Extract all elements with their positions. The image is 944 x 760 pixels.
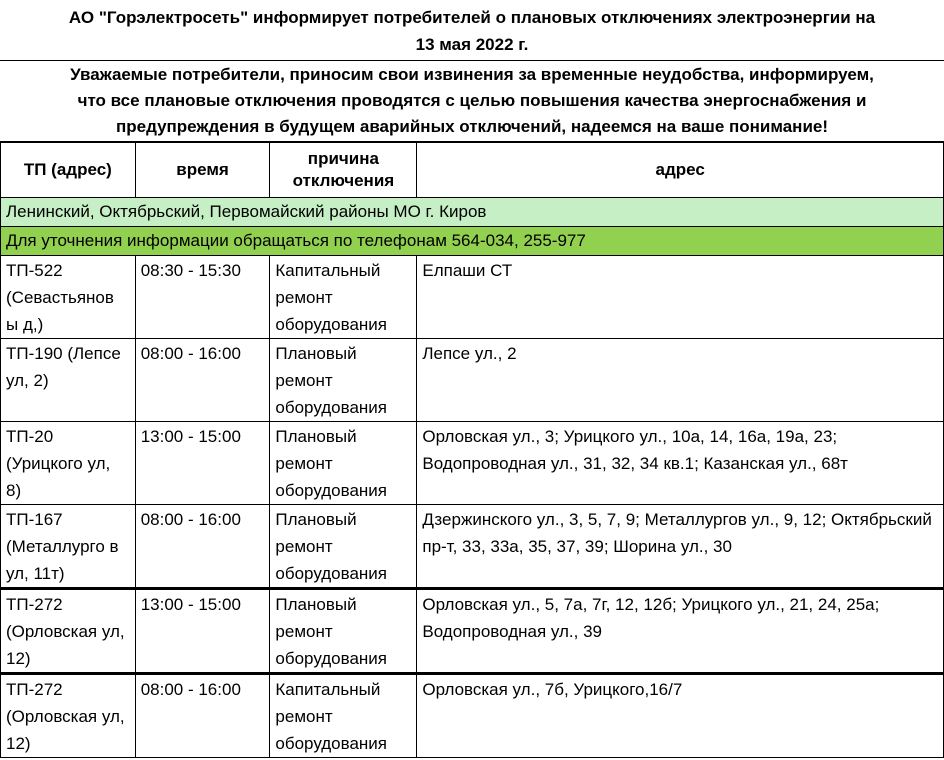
notice-line-2: что все плановые отключения проводятся с целью повышения качества энергоснабжения и (77, 91, 867, 110)
reason-cell: Плановый ремонт оборудования (270, 339, 417, 422)
tp-cell: ТП-167 (Металлурго в ул, 11т) (1, 505, 136, 589)
reason-cell: Плановый ремонт оборудования (270, 589, 417, 674)
time-cell: 13:00 - 15:00 (135, 589, 270, 674)
table-row (1, 256, 944, 339)
notice-line-1: Уважаемые потребители, приносим свои извинения за временные неудобства, информируем, (70, 65, 874, 84)
phone-info-row (1, 227, 944, 256)
phone-info-label: Для уточнения информации обращаться по телефонам 564-034, 255-977 (1, 227, 944, 256)
outage-table (0, 142, 944, 758)
district-row (1, 198, 944, 227)
address-cell: Орловская ул., 7б, Урицкого,16/7 (417, 674, 944, 758)
time-cell: 08:30 - 15:30 (135, 256, 270, 339)
district-label: Ленинский, Октябрьский, Первомайский районы МО г. Киров (1, 198, 944, 227)
apology-notice (0, 61, 944, 143)
time-cell: 08:00 - 16:00 (135, 674, 270, 758)
table-row (1, 674, 944, 758)
address-cell: Лепсе ул., 2 (417, 339, 944, 422)
notice-line-3: предупреждения в будущем аварийных отключений, надеемся на ваше понимание! (115, 117, 829, 136)
time-cell: 08:00 - 16:00 (135, 339, 270, 422)
table-row (1, 422, 944, 505)
column-header-reason: причина отключения (270, 143, 417, 198)
address-cell: Орловская ул., 3; Урицкого ул., 10а, 14, 16а, 19а, 23; Водопроводная ул., 31, 32, 34 кв.1; Казанская ул., 68т (417, 422, 944, 505)
time-cell: 08:00 - 16:00 (135, 505, 270, 589)
table-row (1, 589, 944, 674)
title-line-1: АО "Горэлектросеть" информирует потребителей о плановых отключениях электроэнергии на (68, 8, 876, 27)
address-cell: Дзержинского ул., 3, 5, 7, 9; Металлургов ул., 9, 12; Октябрьский пр-т, 33, 33а, 35, 37, 39; Шорина ул., 30 (417, 505, 944, 589)
reason-cell: Капитальный ремонт оборудования (270, 674, 417, 758)
tp-cell: ТП-522 (Севастьянов ы д,) (1, 256, 136, 339)
reason-cell: Капитальный ремонт оборудования (270, 256, 417, 339)
time-cell: 13:00 - 15:00 (135, 422, 270, 505)
table-header-row (1, 143, 944, 198)
document-title (0, 0, 944, 61)
column-header-tp: ТП (адрес) (1, 143, 136, 198)
address-cell: Елпаши СТ (417, 256, 944, 339)
tp-cell: ТП-272 (Орловская ул, 12) (1, 589, 136, 674)
table-row (1, 505, 944, 589)
column-header-time: время (135, 143, 270, 198)
table-row (1, 339, 944, 422)
title-line-2: 13 мая 2022 г. (415, 35, 529, 54)
column-header-address: адрес (417, 143, 944, 198)
tp-cell: ТП-20 (Урицкого ул, 8) (1, 422, 136, 505)
reason-cell: Плановый ремонт оборудования (270, 505, 417, 589)
tp-cell: ТП-272 (Орловская ул, 12) (1, 674, 136, 758)
tp-cell: ТП-190 (Лепсе ул, 2) (1, 339, 136, 422)
reason-cell: Плановый ремонт оборудования (270, 422, 417, 505)
address-cell: Орловская ул., 5, 7а, 7г, 12, 12б; Урицкого ул., 21, 24, 25а; Водопроводная ул., 39 (417, 589, 944, 674)
